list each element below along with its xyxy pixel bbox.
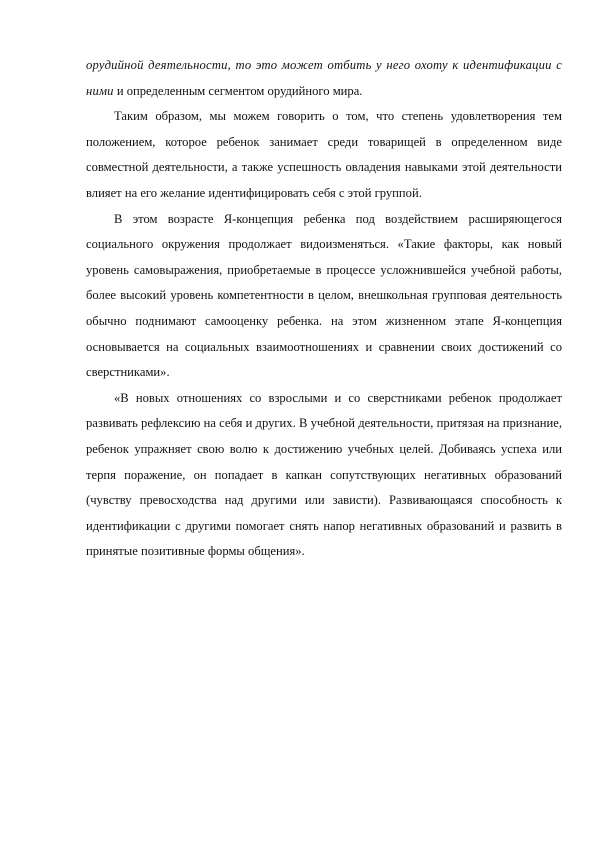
paragraph-3: В этом возрасте Я-концепция ребенка под воздействием расширяющегося социального окружения продолжает видоизменяться. «Такие факторы, как новый уровень самовыражения, приобретаемые в процессе усложнившейся учебной работы, более высокий уровень компетентности в целом, внешкольная групповая деятельность обычно поднимают самооценку ребенка. на этом жизненном этапе Я-концепция основывается на социальных взаимоотношениях и сравнении своих достижений со сверстниками». [86, 211, 562, 380]
paragraph-1-text: и определенным сегментом орудийного мира. [113, 83, 363, 98]
paragraph-1-italic-text: орудийной деятельности, то это может отбить у него охоту к идентификации с ними [86, 58, 562, 98]
paragraph-1 [86, 53, 562, 104]
paragraph-4: «В новых отношениях со взрослыми и со сверстниками ребенок продолжает развивать рефлексию на себя и других. В учебной деятельности, притязая на признание, ребенок упражняет свою волю к достижению учебных целей. Добиваясь успеха или терпя поражение, он попадает в капкан сопутствующих негативных образований (чувству превосходства над другими или зависти). Развивающаяся способность к идентификации с другими помогает снять напор негативных образований и развить в принятые позитивные формы общения». [86, 390, 562, 559]
paragraph-2: Таким образом, мы можем говорить о том, что степень удовлетворения тем положением, которое ребенок занимает среди товарищей в определенном виде совместной деятельности, а также успешность овладения навыками этой деятельности влияет на его желание идентифицировать себя с этой группой. [86, 109, 562, 200]
document-body [86, 53, 562, 565]
